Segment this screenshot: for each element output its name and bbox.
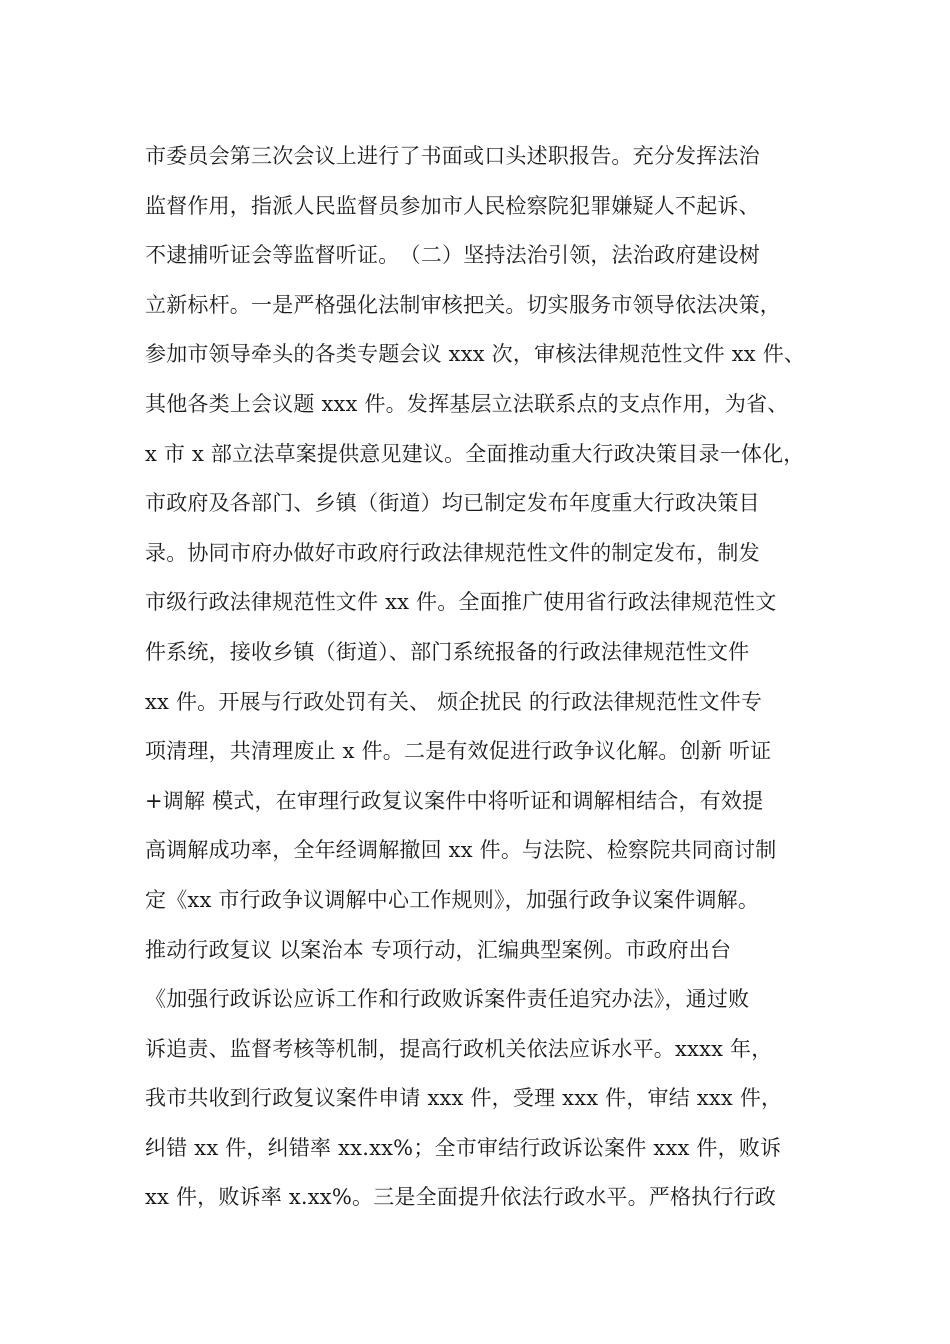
text-line: 参加市领导牵头的各类专题会议 xxx 次，审核法律规范性文件 xx 件、 [145, 342, 806, 367]
text-line: 定《xx 市行政争议调解中心工作规则》，加强行政争议案件调解。 [145, 887, 760, 912]
text-line: 推动行政复议 以案治本 专项行动，汇编典型案例。市政府出台 [145, 937, 732, 962]
text-line: 件系统，接收乡镇（街道）、部门系统报备的行政法律规范性文件 [145, 639, 750, 664]
text-line: 立新标杆。一是严格强化法制审核把关。切实服务市领导依法决策， [145, 292, 781, 317]
text-line: 纠错 xx 件，纠错率 xx.xx%；全市审结行政诉讼案件 xxx 件，败诉 [145, 1135, 782, 1160]
text-line: 不逮捕听证会等监督听证。 （二）坚持法治引领，法治政府建设树 [145, 243, 760, 268]
text-line: 项清理，共清理废止 x 件。二是有效促进行政争议化解。创新 听证 [145, 739, 772, 764]
text-line: 诉追责、监督考核等机制，提高行政机关依法应诉水平。xxxx 年， [145, 1036, 773, 1061]
text-line: 监督作用，指派人民监督员参加市人民检察院犯罪嫌疑人不起诉、 [145, 193, 760, 218]
text-line: 我市共收到行政复议案件申请 xxx 件，受理 xxx 件，审结 xxx 件， [145, 1086, 783, 1111]
text-line: 《加强行政诉讼应诉工作和行政败诉案件责任追究办法》，通过败 [145, 987, 750, 1012]
text-line: +调解 模式，在审理行政复议案件中将听证和调解相结合，有效提 [145, 788, 764, 813]
text-line: 市政府及各部门、乡镇（街道）均已制定发布年度重大行政决策目 [145, 491, 760, 516]
text-line: x 市 x 部立法草案提供意见建议。全面推动重大行政决策目录一体化， [145, 441, 805, 466]
text-line: 市级行政法律规范性文件 xx 件。全面推广使用省行政法律规范性文 [145, 590, 777, 615]
text-line: 市委员会第三次会议上进行了书面或口头述职报告。充分发挥法治 [145, 144, 760, 168]
text-line: 高调解成功率，全年经调解撤回 xx 件。与法院、检察院共同商讨制 [145, 838, 777, 863]
text-line: 其他各类上会议题 xxx 件。发挥基层立法联系点的支点作用，为省、 [145, 391, 789, 416]
text-line: 录。协同市府办做好市政府行政法律规范性文件的制定发布，制发 [145, 540, 760, 565]
text-line: xx 件，败诉率 x.xx%。三是全面提升依法行政水平。严格执行行政 [145, 1185, 776, 1210]
body-text [145, 132, 825, 1223]
text-line: xx 件。开展与行政处罚有关、 烦企扰民 的行政法律规范性文件专 [145, 689, 763, 714]
